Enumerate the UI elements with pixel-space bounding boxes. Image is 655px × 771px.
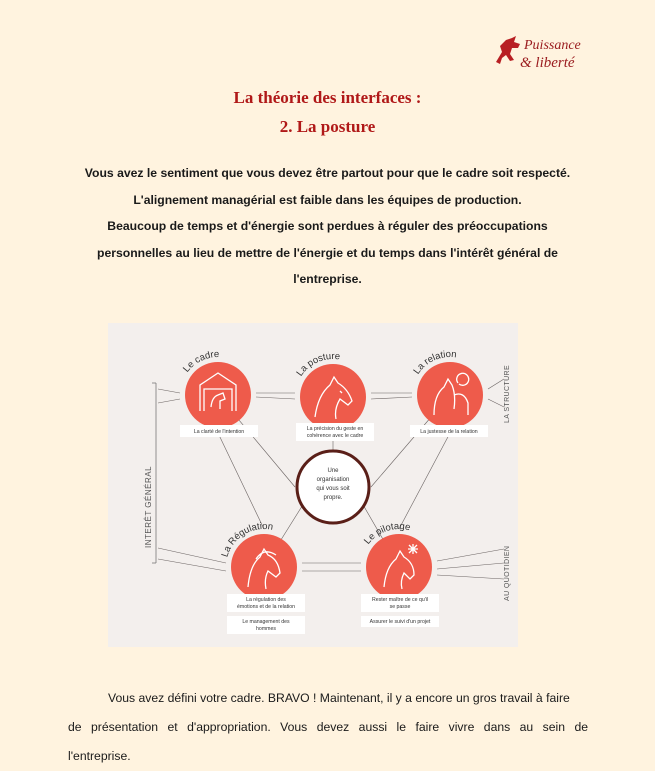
node-title: Le cadre — [181, 348, 220, 375]
node-caption: La précision du geste en — [306, 426, 364, 432]
node-caption: Assurer le suivi d'un projet — [369, 619, 431, 625]
node-caption: La clarté de l'intention — [193, 429, 245, 435]
node-caption: La justesse de la relation — [420, 429, 478, 435]
node-caption: Le management des — [242, 619, 290, 625]
logo-text-line1: Puissance — [524, 38, 581, 53]
node-title: Le pilotage — [362, 520, 412, 547]
diagram-graphic — [108, 323, 518, 647]
node-la-regulation — [220, 521, 305, 634]
node-caption: Rester maître de ce qu'il — [371, 597, 429, 603]
node-la-relation — [410, 349, 488, 437]
logo-text-line2: & liberté — [520, 55, 575, 71]
outro-line: de présentation et d'appropriation. Vous devez aussi le faire vivre dans au sein de — [68, 720, 588, 734]
center-text-line: qui vous soit — [316, 486, 350, 492]
interfaces-diagram — [108, 323, 518, 647]
intro-line: Vous avez le sentiment que vous devez être partout pour que le cadre soit respecté. — [84, 166, 571, 180]
center-text-line: organisation — [316, 477, 350, 483]
intro-line: L'alignement managérial est faible dans les équipes de production. — [133, 192, 522, 207]
node-caption: cohérence avec le cadre — [306, 433, 364, 439]
node-le-cadre — [180, 349, 258, 437]
center-text-line: propre. — [323, 495, 343, 501]
outro-line: l'entreprise. — [68, 749, 131, 763]
axis-label-interet-general: INTERÊT GÉNÉRAL — [144, 465, 153, 548]
intro-line: l'entreprise. — [293, 272, 362, 286]
intro-line: personnelles au lieu de mettre de l'énergie et du temps dans l'intérêt général de — [97, 245, 558, 260]
node-le-pilotage — [361, 521, 439, 627]
node-caption: hommes — [256, 626, 276, 632]
page-title: La théorie des interfaces : — [233, 88, 422, 107]
axis-label-structure: LA STRUCTURE — [504, 364, 511, 423]
outro-line: Vous avez défini votre cadre. BRAVO ! Maintenant, il y a encore un gros travail à faire — [108, 691, 570, 705]
axis-label-quotidien: AU QUOTIDIEN — [504, 545, 511, 601]
node-caption: La régulation des — [246, 597, 286, 603]
section-title: 2. La posture — [279, 117, 376, 136]
center-circle — [297, 451, 369, 523]
intro-paragraph — [60, 160, 595, 293]
node-caption: se passe — [389, 604, 411, 610]
node-title: La posture — [294, 350, 341, 379]
node-title: La Régulation — [219, 520, 274, 559]
node-caption: émotions et de la relation — [237, 604, 295, 610]
intro-line: Beaucoup de temps et d'énergie sont perdues à réguler des préoccupations — [107, 219, 548, 233]
brand-logo — [492, 34, 588, 76]
node-la-posture — [294, 351, 374, 441]
center-text-line: Une — [327, 468, 339, 474]
node-title: La relation — [411, 348, 458, 377]
